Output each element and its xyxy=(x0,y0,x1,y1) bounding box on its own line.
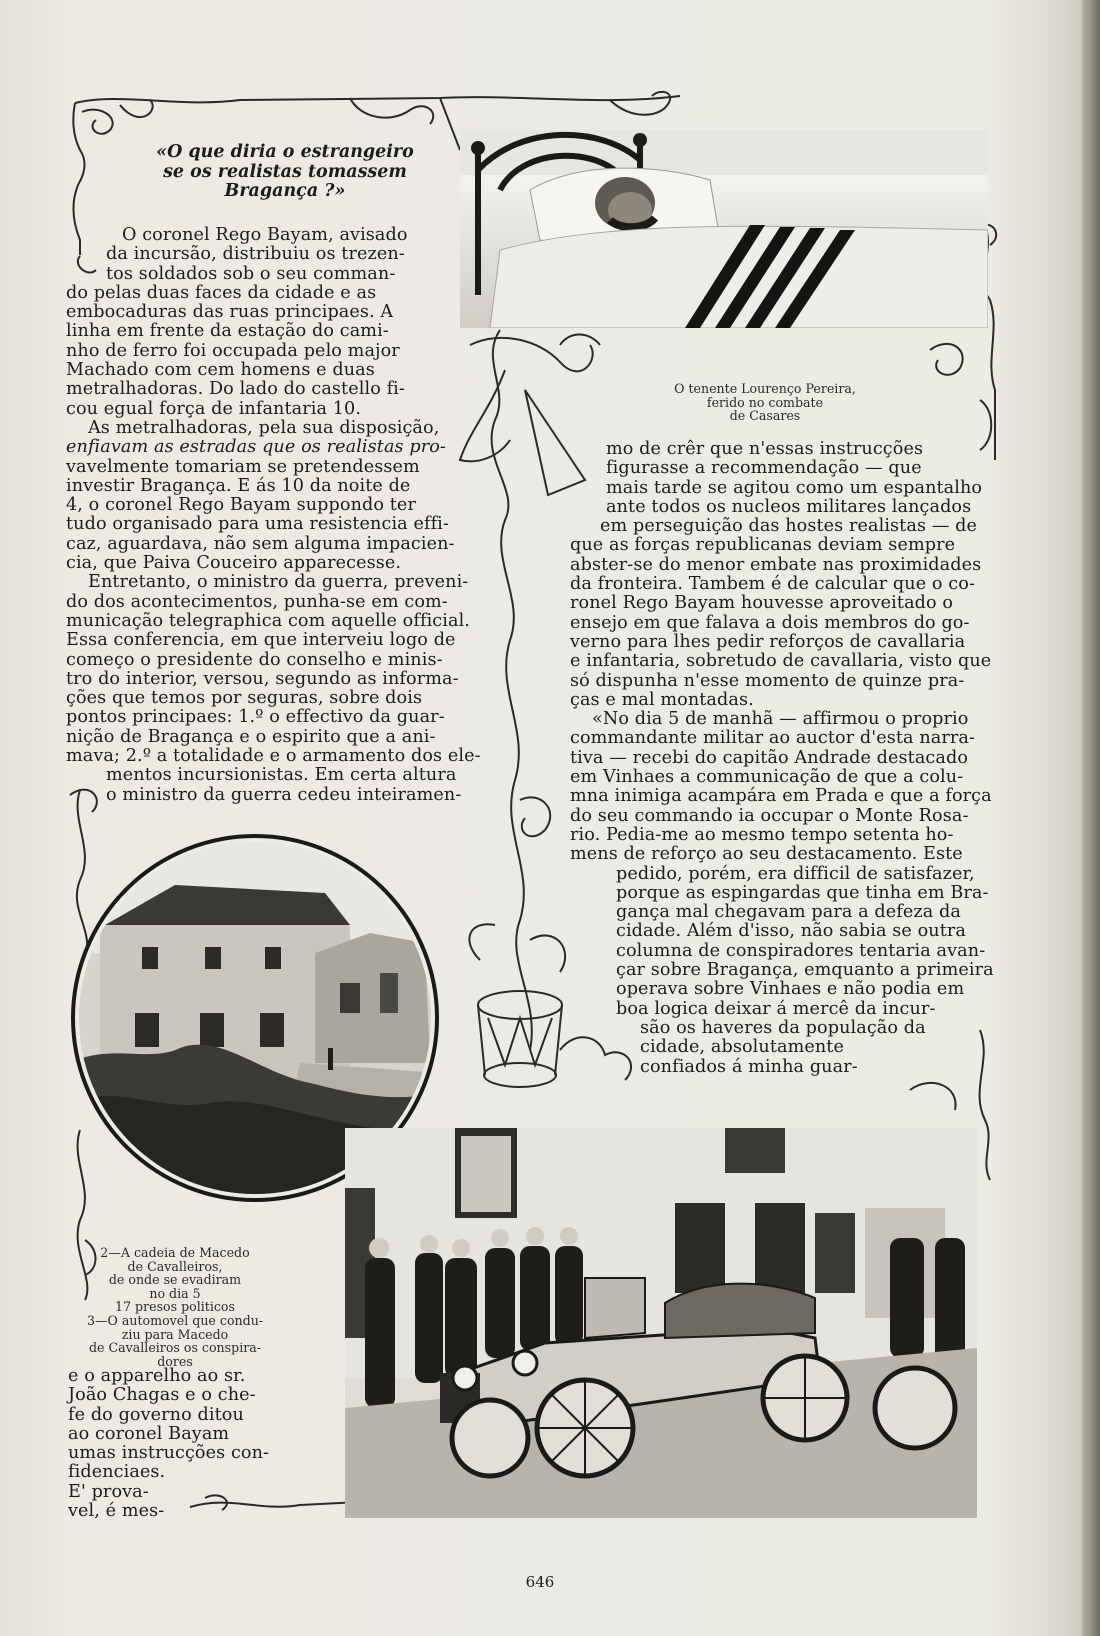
text-line: João Chagas e o che- xyxy=(68,1385,256,1406)
text-line: boa logica deixar á mercê da incur- xyxy=(616,998,936,1019)
text-line: ensejo em que falava a dois membros do go- xyxy=(570,612,970,633)
title-line: se os realistas tomassem xyxy=(163,161,407,182)
text-line: tudo organisado para uma resistencia effi- xyxy=(66,514,449,535)
caption-line: no dia 5 xyxy=(149,1285,201,1301)
text-line: commandante militar ao auctor d'esta narra- xyxy=(570,728,975,749)
text-line: 4, o coronel Rego Bayam suppondo ter xyxy=(66,495,416,516)
text-line: çar sobre Bragança, emquanto a primeira xyxy=(616,960,994,981)
text-line: ao coronel Bayam xyxy=(68,1423,230,1444)
caption-line: O tenente Lourenço Pereira, xyxy=(674,381,856,396)
text-line: do seu commando ia occupar o Monte Rosa- xyxy=(570,805,969,826)
text-line: são os haveres da população da xyxy=(640,1017,926,1038)
text-line: cou egual força de infantaria 10. xyxy=(66,398,362,419)
text-line: do dos acontecimentos, punha-se em com- xyxy=(66,591,448,612)
column1-bottom-text xyxy=(68,1367,278,1521)
text-line: fidenciaes. xyxy=(68,1462,166,1483)
caption-photo2-3 xyxy=(70,1246,280,1368)
text-line: tiva — recebi do capitão Andrade destacado xyxy=(570,747,969,768)
text-line: E' prova- xyxy=(68,1481,149,1502)
text-line: mais tarde se agitou como um espantalho xyxy=(606,477,983,498)
text-line: «No dia 5 de manhã — affirmou o proprio xyxy=(592,709,969,730)
text-line: O coronel Rego Bayam, avisado xyxy=(122,225,408,245)
text-line: Essa conferencia, em que interveiu logo de xyxy=(66,630,456,651)
text-line: metralhadoras. Do lado do castello fi- xyxy=(66,379,405,400)
caption-photo1 xyxy=(645,382,885,423)
text-line: columna de conspiradores tentaria avan- xyxy=(616,940,986,961)
text-line: municação telegraphica com aquelle official. xyxy=(66,610,470,631)
title-line: «O que diria o estrangeiro xyxy=(156,142,414,162)
text-line: mens de reforço ao seu destacamento. Este xyxy=(570,844,963,865)
caption-line: 2—A cadeia de Macedo xyxy=(100,1245,250,1260)
text-line: embocaduras das ruas principaes. A xyxy=(66,302,394,323)
caption-line: de Cavalleiros, xyxy=(127,1258,223,1274)
text-line: mentos incursionistas. Em certa altura xyxy=(106,765,457,786)
text-line: vel, é mes- xyxy=(68,1501,165,1522)
photo-conspirators-automobile xyxy=(345,1128,977,1518)
text-line: pedido, porém, era difficil de satisfazer, xyxy=(616,863,975,884)
text-line: gança mal chegavam para a defeza da xyxy=(616,902,961,923)
title-line: Bragança ?» xyxy=(224,181,346,201)
page-number: 646 xyxy=(525,1573,555,1591)
text-line: ronel Rego Bayam houvesse aproveitado o xyxy=(570,593,954,614)
text-line: fe do governo ditou xyxy=(68,1404,244,1425)
text-line: vavelmente tomariam se pretendessem xyxy=(66,456,420,477)
text-line: começo o presidente do conselho e minis- xyxy=(66,649,443,670)
text-line: abster-se do menor embate nas proximidades xyxy=(570,554,982,575)
text-line: em Vinhaes a communicação de que a colu- xyxy=(570,767,964,788)
text-line: tos soldados sob o seu comman- xyxy=(106,263,396,284)
caption-line: de Casares xyxy=(729,408,801,424)
text-line: As metralhadoras, pela sua disposição, xyxy=(88,417,440,438)
text-line: pontos principaes: 1.º o effectivo da guar- xyxy=(66,707,445,728)
text-line: ante todos os nucleos militares lançados xyxy=(606,496,972,517)
text-line: umas instrucções con- xyxy=(68,1443,270,1464)
text-line: cidade, absolutamente xyxy=(640,1037,844,1058)
text-line: enfiavam as estradas que os realistas pro- xyxy=(66,437,446,458)
caption-line: 17 presos politicos xyxy=(115,1299,235,1315)
text-line: e o apparelho ao sr. xyxy=(68,1366,246,1386)
caption-line: de onde se evadiram xyxy=(108,1272,242,1288)
text-line: da fronteira. Tambem é de calcular que o co- xyxy=(570,574,975,595)
text-line: caz, aguardava, não sem alguma impacien- xyxy=(66,533,455,554)
text-line: cia, que Paiva Couceiro apparecesse. xyxy=(66,553,402,574)
text-line: rio. Pedia-me ao mesmo tempo setenta ho- xyxy=(570,824,954,845)
text-line: mna inimiga acampára em Prada e que a força xyxy=(570,786,992,807)
text-line: em perseguição das hostes realistas — de xyxy=(600,516,978,537)
text-line: figurasse a recommendação — que xyxy=(606,458,922,479)
text-line: ções que temos por seguras, sobre dois xyxy=(66,688,423,709)
caption-line: de Cavalleiros os conspira- xyxy=(88,1340,262,1356)
text-line: do pelas duas faces da cidade e as xyxy=(66,282,377,303)
text-line: cidade. Além d'isso, não sabia se outra xyxy=(616,921,966,942)
text-line: Entretanto, o ministro da guerra, preveni- xyxy=(88,572,469,593)
text-line: e infantaria, sobretudo de cavallaria, visto que xyxy=(570,651,992,672)
text-line: linha em frente da estação do cami- xyxy=(66,321,389,342)
text-line: mava; 2.º a totalidade e o armamento dos ele- xyxy=(66,746,481,767)
text-line: confiados á minha guar- xyxy=(640,1056,858,1077)
caption-line: dores xyxy=(157,1353,193,1369)
article-subtitle xyxy=(120,143,450,202)
text-line: porque as espingardas que tinha em Bra- xyxy=(616,882,989,903)
text-line: nho de ferro foi occupada pelo major xyxy=(66,340,400,361)
text-line: Machado com cem homens e duas xyxy=(66,360,375,381)
text-line: só dispunha n'esse momento de quinze pra- xyxy=(570,670,965,691)
photo-wounded-lieutenant xyxy=(460,130,988,328)
text-line: mo de crêr que n'essas instrucções xyxy=(606,439,924,459)
text-line: investir Bragança. E ás 10 da noite de xyxy=(66,475,411,496)
column2-text xyxy=(570,439,994,1077)
text-line: verno para lhes pedir reforços de cavallaria xyxy=(570,631,966,652)
text-line: ças e mal montadas. xyxy=(570,689,754,710)
caption-line: ziu para Macedo xyxy=(121,1326,229,1342)
column1-text xyxy=(66,226,486,805)
text-line: que as forças republicanas deviam sempre xyxy=(570,535,956,556)
text-line: o ministro da guerra cedeu inteiramen- xyxy=(106,784,462,805)
caption-line: 3—O automovel que condu- xyxy=(86,1312,264,1328)
text-line: da incursão, distribuiu os trezen- xyxy=(106,244,405,265)
text-line: nição de Bragança e o espirito que a ani- xyxy=(66,726,436,747)
text-line: operava sobre Vinhaes e não podia em xyxy=(616,979,965,1000)
text-line: tro do interior, versou, segundo as informa- xyxy=(66,668,459,689)
caption-line: ferido no combate xyxy=(706,394,824,410)
